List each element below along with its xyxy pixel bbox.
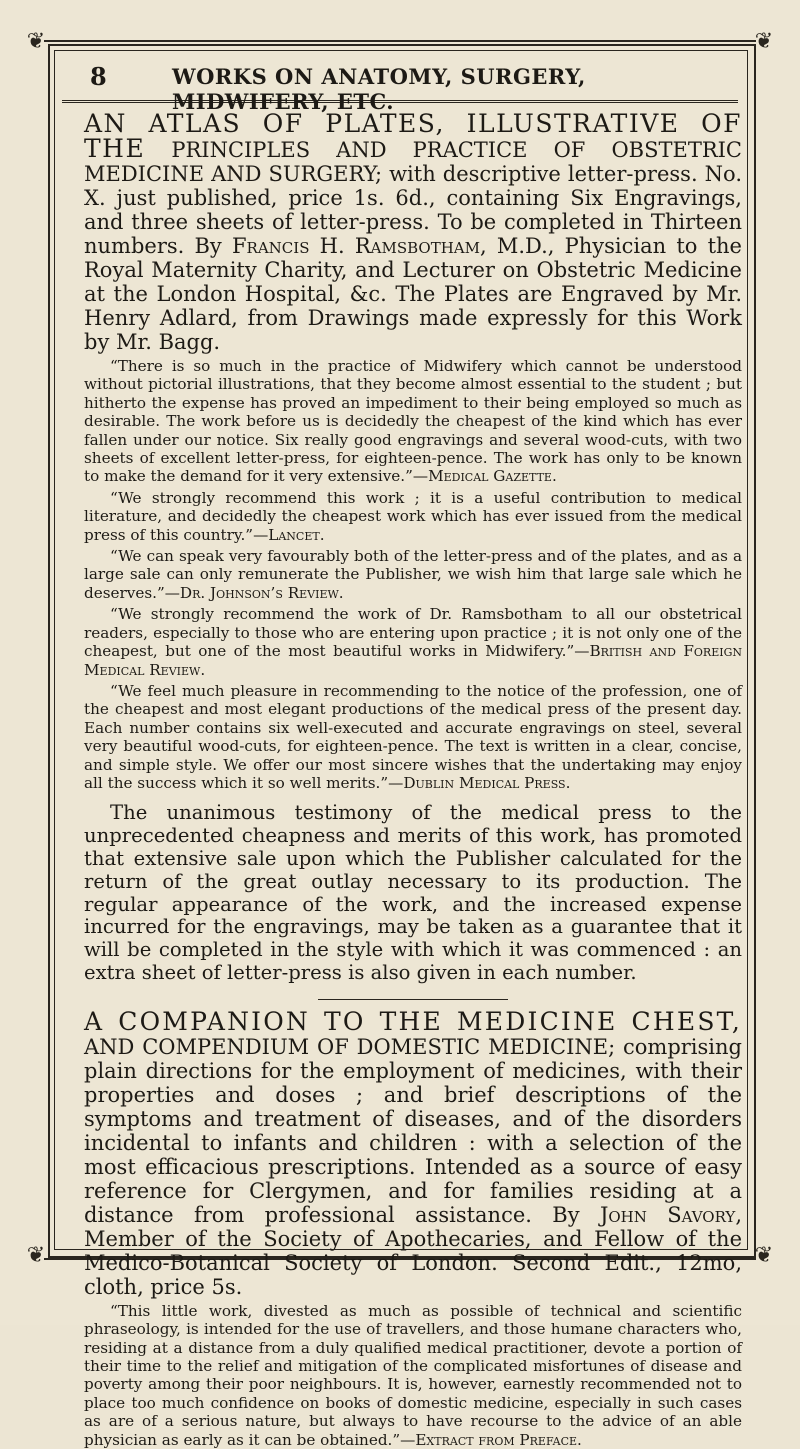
atlas-lead: AN ATLAS OF PLATES, ILLUSTRATIVE OF THE [84, 109, 742, 163]
review-source: Medical Gazette. [428, 467, 557, 486]
atlas-description-start: PRINCIPLES AND PRACTICE OF OBSTETRIC MEDICINE AND SURGERY; with descriptive letter-press. No. X. just published, price 1s. 6d., containing Six Engravings, and three sheets of letter-press. To be completed in Thirteen numbers. By [84, 138, 742, 258]
atlas-title [84, 109, 742, 354]
review-text: “There is so much in the practice of Midwifery which cannot be understood without pictorial illustrations, that they become almost essential to the student ; but hitherto the expense has proved an impediment to their being employed so much as desirable. The work before us is decidedly the cheapest of the kind which has ever fallen under our notice. Six really good engravings and several wood-cuts, with two sheets of excellent letter-press, for eighteen-pence. The work has only to be known to make the demand for it very extensive.”— [84, 357, 742, 486]
review-quote [84, 1302, 742, 1449]
atlas-advertisement [84, 109, 742, 985]
review-quote [84, 682, 742, 792]
review-quote [84, 357, 742, 486]
page-content [84, 109, 743, 1449]
companion-lead: A COMPANION TO THE MEDICINE CHEST, [84, 1006, 742, 1036]
companion-description-end: , Member of the Society of Apothecaries, and Fellow of the Medico-Botanical Society of London. Second Edit., 12mo, cloth, price 5s. [84, 1202, 743, 1299]
review-source: Lancet. [268, 525, 325, 544]
companion-author: John Savory [599, 1202, 736, 1227]
review-text: “We can speak very favourably both of the letter-press and of the plates, and as a large sale can only remunerate the Publisher, we wish him that large sale which he deserves.”— [84, 547, 742, 602]
section-divider [318, 999, 508, 1000]
review-quote [84, 489, 742, 544]
page-number: 8 [90, 62, 107, 91]
review-source: Dublin Medical Press. [403, 773, 571, 792]
companion-description-start: AND COMPENDIUM OF DOMESTIC MEDICINE; comprising plain directions for the employment of medicines, with their properties and doses ; and brief descriptions of the symptoms and treatment of diseases, and of the disorders incidental to infants and children : with a selection of the most efficacious prescriptions. Intended as a source of easy reference for Clergymen, and for families residing at a distance from professional assistance. By [84, 1034, 742, 1227]
atlas-closing-paragraph: The unanimous testimony of the medical press to the unprecedented cheapness and merits of this work, has promoted that extensive sale upon which the Publisher calculated for the return of the great outlay necessary to its production. The regular appearance of the work, and the increased expense incurred for the engravings, may be taken as a guarantee that it will be completed in the style with which it was commenced : an extra sheet of letter-press is also given in each number. [84, 801, 742, 984]
corner-ornament-icon: ❦ [26, 1243, 46, 1268]
running-title: WORKS ON ANATOMY, SURGERY, MIDWIFERY, ETC. [172, 64, 586, 114]
review-text: “This little work, divested as much as possible of technical and scientific phraseology, is intended for the use of travellers, and those humane characters who, residing at a distance from a duly qualified medical practitioner, devote a portion of their time to the relief and mitigation of the complicated misfortunes of disease and poverty among their poor neighbours. It is, however, earnestly recommended not to place too much confidence on books of domestic medicine, especially in such cases as are of a serious nature, but always to have recourse to the advice of an able physician as early as it can be obtained.”— [84, 1301, 742, 1449]
review-source: British and Foreign Medical Review. [84, 642, 742, 679]
companion-title [84, 1006, 743, 1299]
corner-ornament-icon: ❦ [754, 29, 774, 54]
review-quote [84, 547, 742, 602]
review-text: “We strongly recommend the work of Dr. Ramsbotham to all our obstetrical readers, especially to those who are entering upon practice ; it is not only one of the cheapest, but one of the most beautiful works in Midwifery.”— [84, 605, 742, 661]
corner-ornament-icon: ❦ [26, 29, 46, 54]
review-source: Dr. Johnson’s Review. [179, 583, 344, 602]
corner-ornament-icon: ❦ [754, 1243, 774, 1268]
review-text: “We strongly recommend this work ; it is a useful contribution to medical literature, and decidedly the cheapest work which has ever issued from the medical press of this country.”— [84, 488, 742, 544]
review-quote [84, 605, 742, 679]
companion-advertisement [84, 1006, 743, 1449]
review-source: Extract from Preface. [415, 1430, 582, 1449]
page-header [62, 56, 738, 114]
atlas-author: Francis H. Ramsbotham [231, 234, 480, 258]
review-text: “We feel much pleasure in recommending to the notice of the profession, one of the cheapest and most elegant productions of the medical press of the present day. Each number contains six well-executed and accurate engravings on steel, several very beautiful wood-cuts, for eighteen-pence. The text is written in a clear, concise, and simple style. We offer our most sincere wishes that the undertaking may enjoy all the success which it so well merits.”— [84, 681, 742, 792]
atlas-description-end: , M.D., Physician to the Royal Maternity Charity, and Lecturer on Obstetric Medicine at the London Hospital, &c. The Plates are Engraved by Mr. Henry Adlard, from Drawings made expressly for this Work by Mr. Bagg. [84, 234, 742, 354]
top-border-rule [44, 40, 756, 42]
